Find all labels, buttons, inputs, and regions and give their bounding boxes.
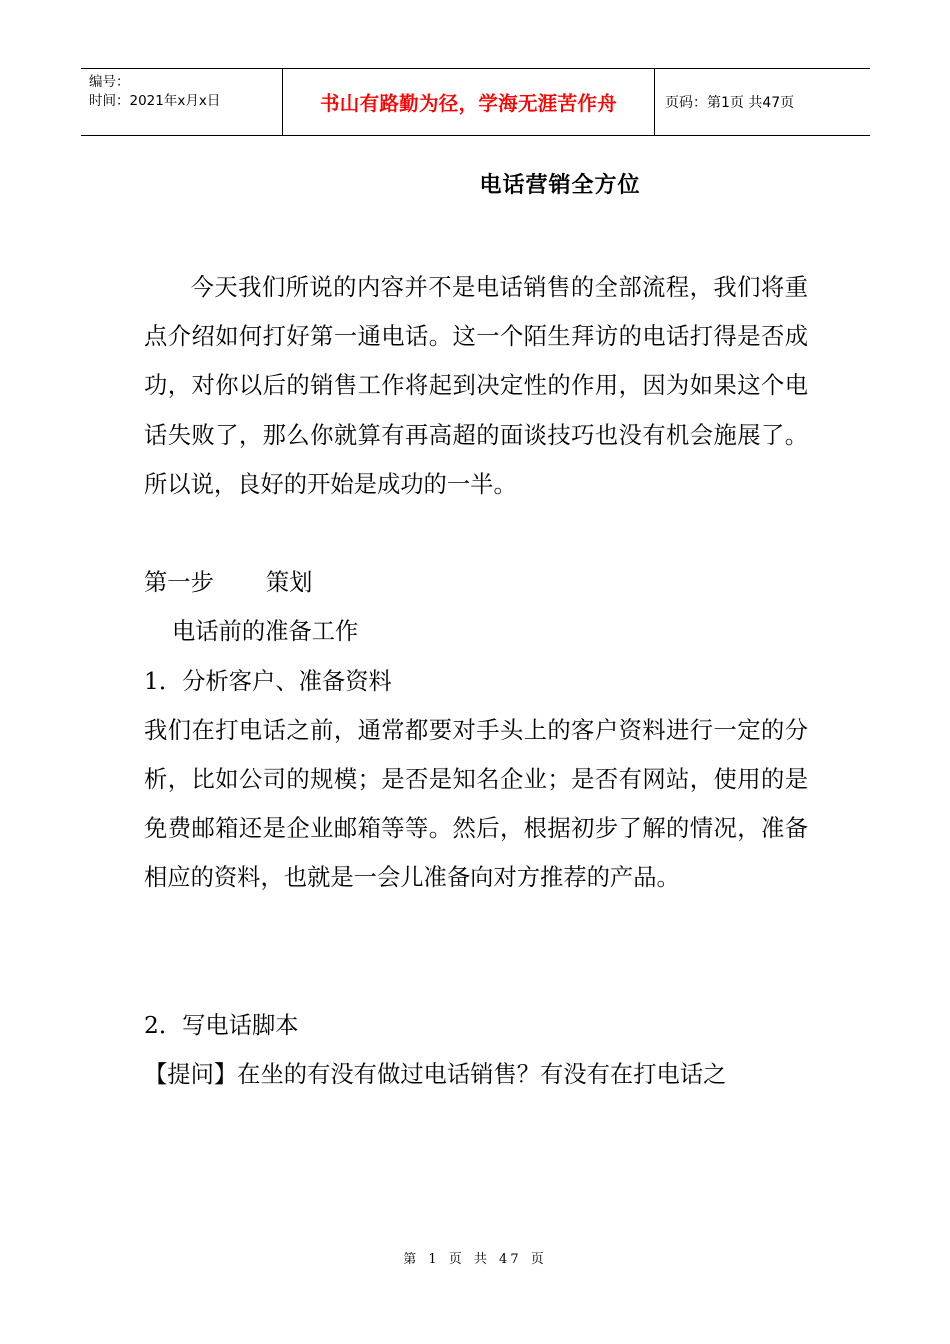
document-title: 电话营销全方位: [479, 173, 641, 198]
item1-heading: 1．分析客户、准备资料: [144, 667, 392, 695]
serial-number-label: 编号：: [89, 74, 130, 90]
page-info: 页码：第1页 共47页: [665, 95, 795, 111]
motto-text: 书山有路勤为径，学海无涯苦作舟: [319, 92, 617, 115]
spacer: [144, 509, 808, 558]
step-name: 策划: [265, 569, 313, 597]
step-label: 第一步: [144, 569, 214, 597]
item2-heading: 2．写电话脚本: [144, 1012, 299, 1040]
item1-paragraph: 我们在打电话之前，通常都要对手头上的客户资料进行一定的分析，比如公司的规模；是否是知名企业；是否有网站，使用的是免费邮箱还是企业邮箱等等。然后，根据初步了解的情况，准备相应的资料，也就是一会儿准备向对方推荐的产品。: [144, 716, 808, 892]
intro-paragraph: 今天我们所说的内容并不是电话销售的全部流程，我们将重点介绍如何打好第一通电话。这一个陌生拜访的电话打得是否成功，对你以后的销售工作将起到决定性的作用，因为如果这个电话失败了，那么你就算有再高超的面谈技巧也没有机会施展了。所以说，良好的开始是成功的一半。: [144, 274, 808, 498]
header-motto-cell: [283, 69, 655, 135]
header-table: [81, 68, 870, 136]
header-page-cell: [655, 69, 870, 135]
spacer: [144, 903, 808, 1001]
document-body: [144, 263, 808, 1099]
subheading: 电话前的准备工作: [171, 618, 359, 646]
page-footer: 第 1 页 共 47 页: [403, 1252, 547, 1267]
header-meta-cell: [81, 69, 283, 135]
item2-paragraph: 【提问】在坐的有没有做过电话销售？有没有在打电话之: [144, 1061, 727, 1089]
date-label: 时间：2021年x月x日: [89, 93, 221, 109]
step-heading: [144, 558, 808, 607]
